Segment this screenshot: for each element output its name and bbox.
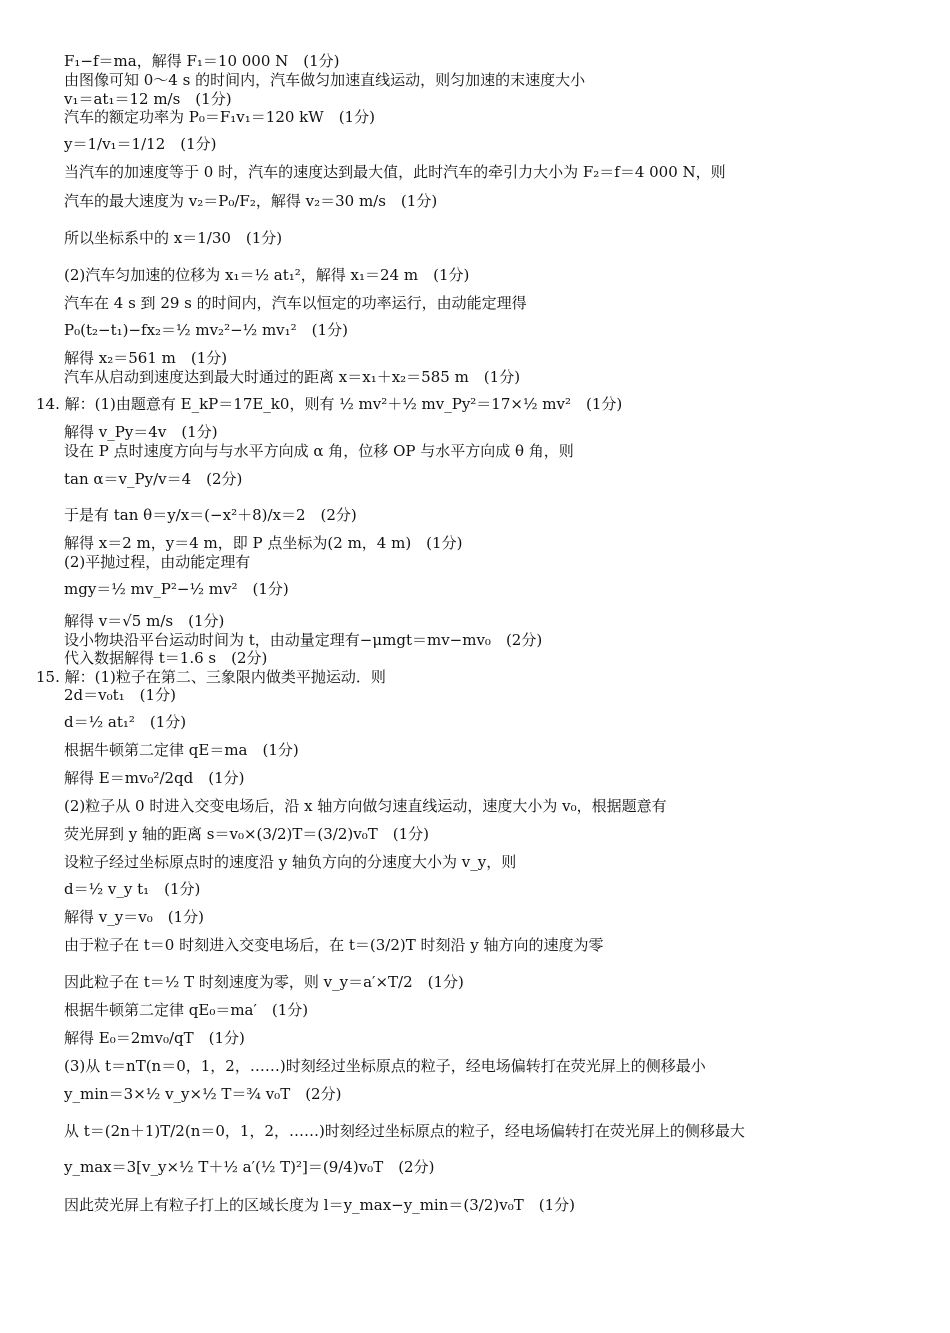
text-line: 荧光屏到 y 轴的距离 s＝v₀×(3/2)T＝(3/2)v₀T (1分): [64, 825, 429, 843]
text-line: 由于粒子在 t＝0 时刻进入交变电场后，在 t＝(3/2)T 时刻沿 y 轴方向的速度为零: [64, 936, 604, 954]
text-line: 解得 v＝√5 m/s (1分): [64, 612, 225, 630]
text-line: 解得 x₂＝561 m (1分): [64, 349, 228, 367]
text-line: P₀(t₂−t₁)−fx₂＝½ mv₂²−½ mv₁² (1分): [64, 321, 348, 339]
text-line: 根据牛顿第二定律 qE＝ma (1分): [64, 741, 299, 759]
text-line: y_max＝3[v_y×½ T＋½ a′(½ T)²]＝(9/4)v₀T (2分): [64, 1158, 435, 1176]
text-line: 设粒子经过坐标原点时的速度沿 y 轴负方向的分速度大小为 v_y，则: [64, 853, 517, 871]
text-line: 设在 P 点时速度方向与与水平方向成 α 角，位移 OP 与水平方向成 θ 角，则: [64, 442, 574, 460]
text-line: 解得 v_Py＝4v (1分): [64, 423, 218, 441]
text-line: d＝½ v_y t₁ (1分): [64, 880, 201, 898]
text-line: 设小物块沿平台运动时间为 t，由动量定理有−μmgt＝mv−mv₀ (2分): [64, 631, 543, 649]
question-14-heading: 14. 解：(1)由题意有 E_kP＝17E_k0，则有 ½ mv²＋½ mv_Py²＝17×½ mv² (1分): [36, 395, 623, 413]
text-line: 因此荧光屏上有粒子打上的区域长度为 l＝y_max−y_min＝(3/2)v₀T (1分): [64, 1196, 575, 1214]
question-15-heading: 15. 解：(1)粒子在第二、三象限内做类平抛运动．则: [36, 668, 386, 686]
text-line: 所以坐标系中的 x＝1/30 (1分): [64, 229, 283, 247]
text-line: 由图像可知 0～4 s 的时间内，汽车做匀加速直线运动，则匀加速的末速度大小: [64, 71, 586, 89]
text-line: d＝½ at₁² (1分): [64, 713, 187, 731]
text-line: 汽车在 4 s 到 29 s 的时间内，汽车以恒定的功率运行，由动能定理得: [64, 294, 527, 312]
text-line: 汽车从启动到速度达到最大时通过的距离 x＝x₁＋x₂＝585 m (1分): [64, 368, 521, 386]
text-line: F₁−f＝ma，解得 F₁＝10 000 N (1分): [64, 52, 340, 70]
text-line: (2)平抛过程，由动能定理有: [64, 553, 251, 571]
text-line: mgy＝½ mv_P²−½ mv² (1分): [64, 580, 289, 598]
text-line: 于是有 tan θ＝y/x＝(−x²＋8)/x＝2 (2分): [64, 506, 357, 524]
text-line: 解得 E＝mv₀²/2qd (1分): [64, 769, 245, 787]
text-line: 2d＝v₀t₁ (1分): [64, 686, 176, 704]
text-line: 当汽车的加速度等于 0 时，汽车的速度达到最大值，此时汽车的牵引力大小为 F₂＝f＝4 000 N，则: [64, 163, 726, 181]
text-line: (2)汽车匀加速的位移为 x₁＝½ at₁²，解得 x₁＝24 m (1分): [64, 266, 470, 284]
text-line: 根据牛顿第二定律 qE₀＝ma′ (1分): [64, 1001, 309, 1019]
text-line: (3)从 t＝nT(n＝0，1，2，……)时刻经过坐标原点的粒子，经电场偏转打在荧光屏上的侧移最小: [64, 1057, 706, 1075]
text-line: y＝1/v₁＝1/12 (1分): [64, 135, 217, 153]
text-line: 解得 v_y＝v₀ (1分): [64, 908, 204, 926]
text-line: 汽车的最大速度为 v₂＝P₀/F₂，解得 v₂＝30 m/s (1分): [64, 192, 438, 210]
text-line: 汽车的额定功率为 P₀＝F₁v₁＝120 kW (1分): [64, 108, 375, 126]
text-line: 代入数据解得 t＝1.6 s (2分): [64, 649, 268, 667]
text-line: 因此粒子在 t＝½ T 时刻速度为零，则 v_y＝a′×T/2 (1分): [64, 973, 464, 991]
text-line: 从 t＝(2n＋1)T/2(n＝0，1，2，……)时刻经过坐标原点的粒子，经电场偏转打在荧光屏上的侧移最大: [64, 1122, 745, 1140]
text-line: 解得 x＝2 m，y＝4 m，即 P 点坐标为(2 m，4 m) (1分): [64, 534, 463, 552]
text-line: v₁＝at₁＝12 m/s (1分): [64, 90, 232, 108]
text-line: y_min＝3×½ v_y×½ T＝¾ v₀T (2分): [64, 1085, 342, 1103]
text-line: 解得 E₀＝2mv₀/qT (1分): [64, 1029, 245, 1047]
text-line: tan α＝v_Py/v＝4 (2分): [64, 470, 243, 488]
text-line: (2)粒子从 0 时进入交变电场后，沿 x 轴方向做匀速直线运动，速度大小为 v₀，根据题意有: [64, 797, 667, 815]
